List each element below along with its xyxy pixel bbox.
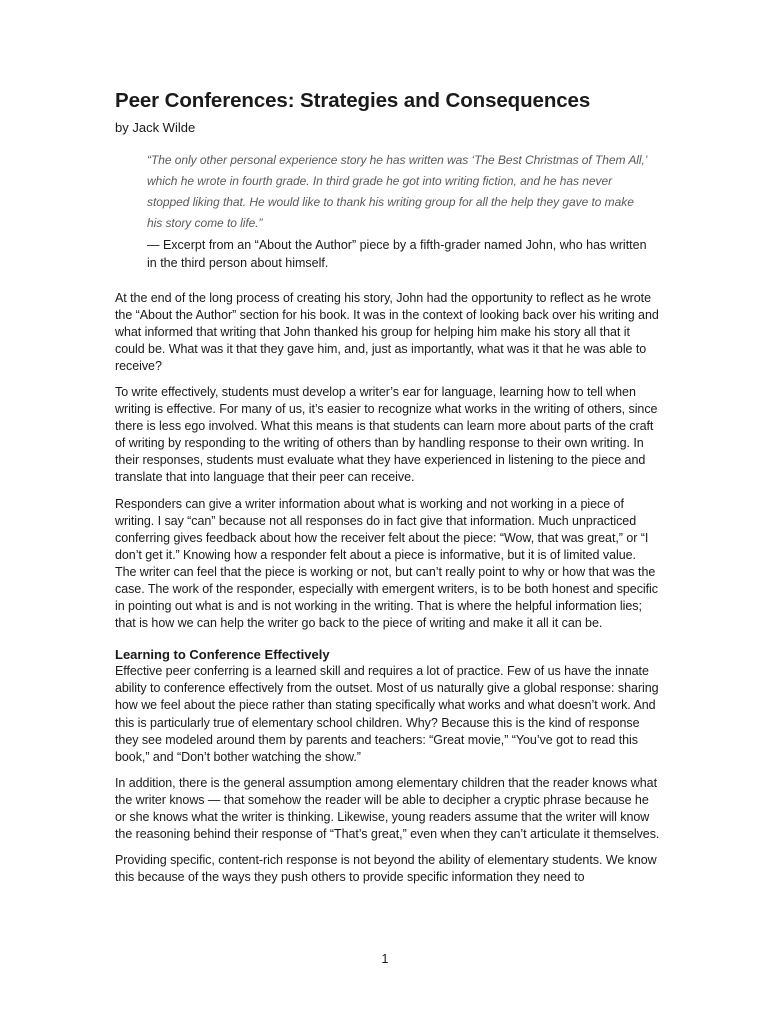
body-paragraph: At the end of the long process of creating his story, John had the opportunity to reflect as he wrote the “About the Author” section for his book. It was in the context of looking back over his writing and what informed that writing that John thanked his group for helping him make his story all that it could be. What was it that they gave him, and, just as importantly, what was it that he was able to receive? — [115, 290, 659, 373]
body-paragraph: Responders can give a writer information about what is working and not working in a piece of writing. I say “can” because not all responses do in fact give that information. Much unpracticed conferring gives feedback about how the receiver felt about the piece: “Wow, that was great,” or “I don’t get it.” Knowing how a responder felt about a piece is informative, but it is of limited value. The writer can feel that the piece is working or not, but can’t really point to why or how that was the case. The work of the responder, especially with emergent writers, is to be both honest and specific in pointing out what is and is not working in the writing. That is where the helpful information lies; that is how we can help the writer go back to the piece of writing and make it all it can be. — [115, 496, 658, 631]
document-page — [115, 88, 660, 895]
body-paragraph: Providing specific, content-rich response is not beyond the ability of elementary students. We know this because of the ways they push others to provide specific information they need to — [115, 853, 657, 885]
body-paragraph: Effective peer conferring is a learned skill and requires a lot of practice. Few of us have the innate ability to conference effectively from the outset. Most of us naturally give a global response: sharing how we feel about the piece rather than stating specifically what works and what doesn’t work. And this is particularly true of elementary school children. Why? Because this is the kind of response they see modeled around them by parents and teachers: “Great movie,” “You’ve got to read this book,” and “Don’t bother watching the show.” — [115, 664, 659, 764]
section-heading: Learning to Conference Effectively — [115, 647, 330, 663]
body-paragraph: To write effectively, students must develop a writer’s ear for language, learning how to tell when writing is effective. For many of us, it’s easier to recognize what works in the writing of others, since there is less ego involved. What this means is that students can learn more about parts of the craft of writing by responding to the writing of others than by handling response to their own writing. In their responses, students must evaluate what they have experienced in listening to the piece and translate that into language that their peer can receive. — [115, 384, 658, 485]
byline: by Jack Wilde — [115, 119, 196, 135]
epigraph-attribution: — Excerpt from an “About the Author” piece by a fifth-grader named John, who has written in the third person about himself. — [147, 237, 647, 270]
body-paragraph: In addition, there is the general assumption among elementary children that the reader knows what the writer knows — that somehow the reader will be able to decipher a cryptic phrase because he or she knows what the writer is thinking. Likewise, young readers assume that the writer will know the reasoning behind their response of “That’s great,” even when they can’t articulate it themselves. — [115, 775, 660, 842]
page-number: 1 — [381, 952, 389, 966]
epigraph — [147, 150, 647, 272]
epigraph-quote: “The only other personal experience story he has written was ‘The Best Christmas of Them All,’ which he wrote in fourth grade. In third grade he got into writing fiction, and he has never stopped liking that. He would like to thank his writing group for all the help they gave to make his story come to life.” — [147, 152, 647, 230]
document-title: Peer Conferences: Strategies and Consequences — [115, 89, 591, 112]
